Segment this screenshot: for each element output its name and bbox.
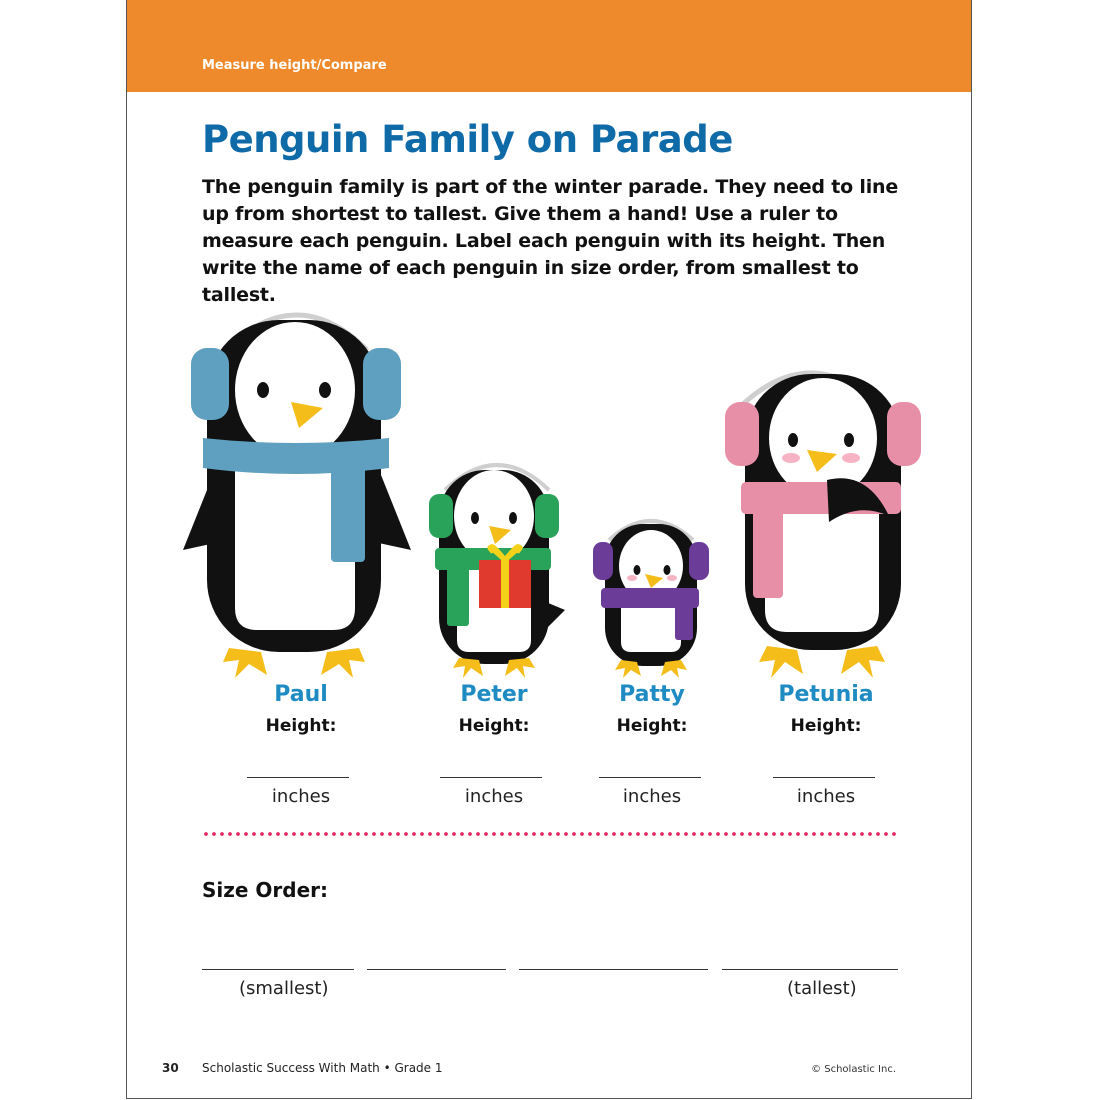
height-answer-line-paul[interactable] (247, 777, 349, 778)
penguin-petunia (725, 373, 921, 678)
penguin-paul (183, 315, 411, 678)
earmuff-icon (363, 348, 401, 420)
unit-label: inches (622, 786, 682, 807)
penguin-illustration (127, 290, 973, 680)
penguin-name-peter: Peter (460, 682, 528, 707)
earmuff-icon (689, 542, 709, 580)
unit-label: inches (271, 786, 331, 807)
worksheet-page (126, 0, 972, 1099)
penguin-peter (429, 465, 565, 678)
height-answer-line-peter[interactable] (440, 777, 542, 778)
height-label: Height: (458, 716, 530, 736)
penguin-name-paul: Paul (274, 682, 328, 707)
unit-label: inches (464, 786, 524, 807)
size-order-line-4[interactable] (722, 969, 898, 970)
earmuff-icon (725, 402, 759, 466)
size-order-heading: Size Order: (202, 878, 329, 902)
earmuff-icon (535, 494, 559, 538)
unit-label: inches (796, 786, 856, 807)
size-order-line-1[interactable] (202, 969, 354, 970)
instructions-text: The penguin family is part of the winter parade. They need to line up from shortest to tallest. Give them a hand! Use a ruler to measure each penguin. Label each penguin with its height. Then write the name of each penguin in size order, from smallest to tallest. (202, 176, 899, 306)
height-label: Height: (616, 716, 688, 736)
earmuff-icon (593, 542, 613, 580)
earmuff-icon (887, 402, 921, 466)
smallest-label: (smallest) (239, 978, 329, 999)
dotted-divider (202, 832, 900, 836)
penguin-patty (593, 521, 709, 678)
penguin-name-petunia: Petunia (778, 682, 874, 707)
header-banner (127, 0, 971, 92)
topic-label: Measure height/Compare (202, 58, 387, 73)
book-title: Scholastic Success With Math • Grade 1 (202, 1061, 443, 1075)
page-title: Penguin Family on Parade (202, 118, 733, 161)
size-order-line-2[interactable] (367, 969, 506, 970)
size-order-line-3[interactable] (519, 969, 708, 970)
tallest-label: (tallest) (787, 978, 857, 999)
height-label: Height: (790, 716, 862, 736)
height-answer-line-petunia[interactable] (773, 777, 875, 778)
earmuff-icon (191, 348, 229, 420)
height-answer-line-patty[interactable] (599, 777, 701, 778)
earmuff-icon (429, 494, 453, 538)
penguin-name-patty: Patty (619, 682, 685, 707)
copyright: © Scholastic Inc. (811, 1064, 896, 1075)
height-label: Height: (265, 716, 337, 736)
page-number: 30 (162, 1061, 179, 1075)
